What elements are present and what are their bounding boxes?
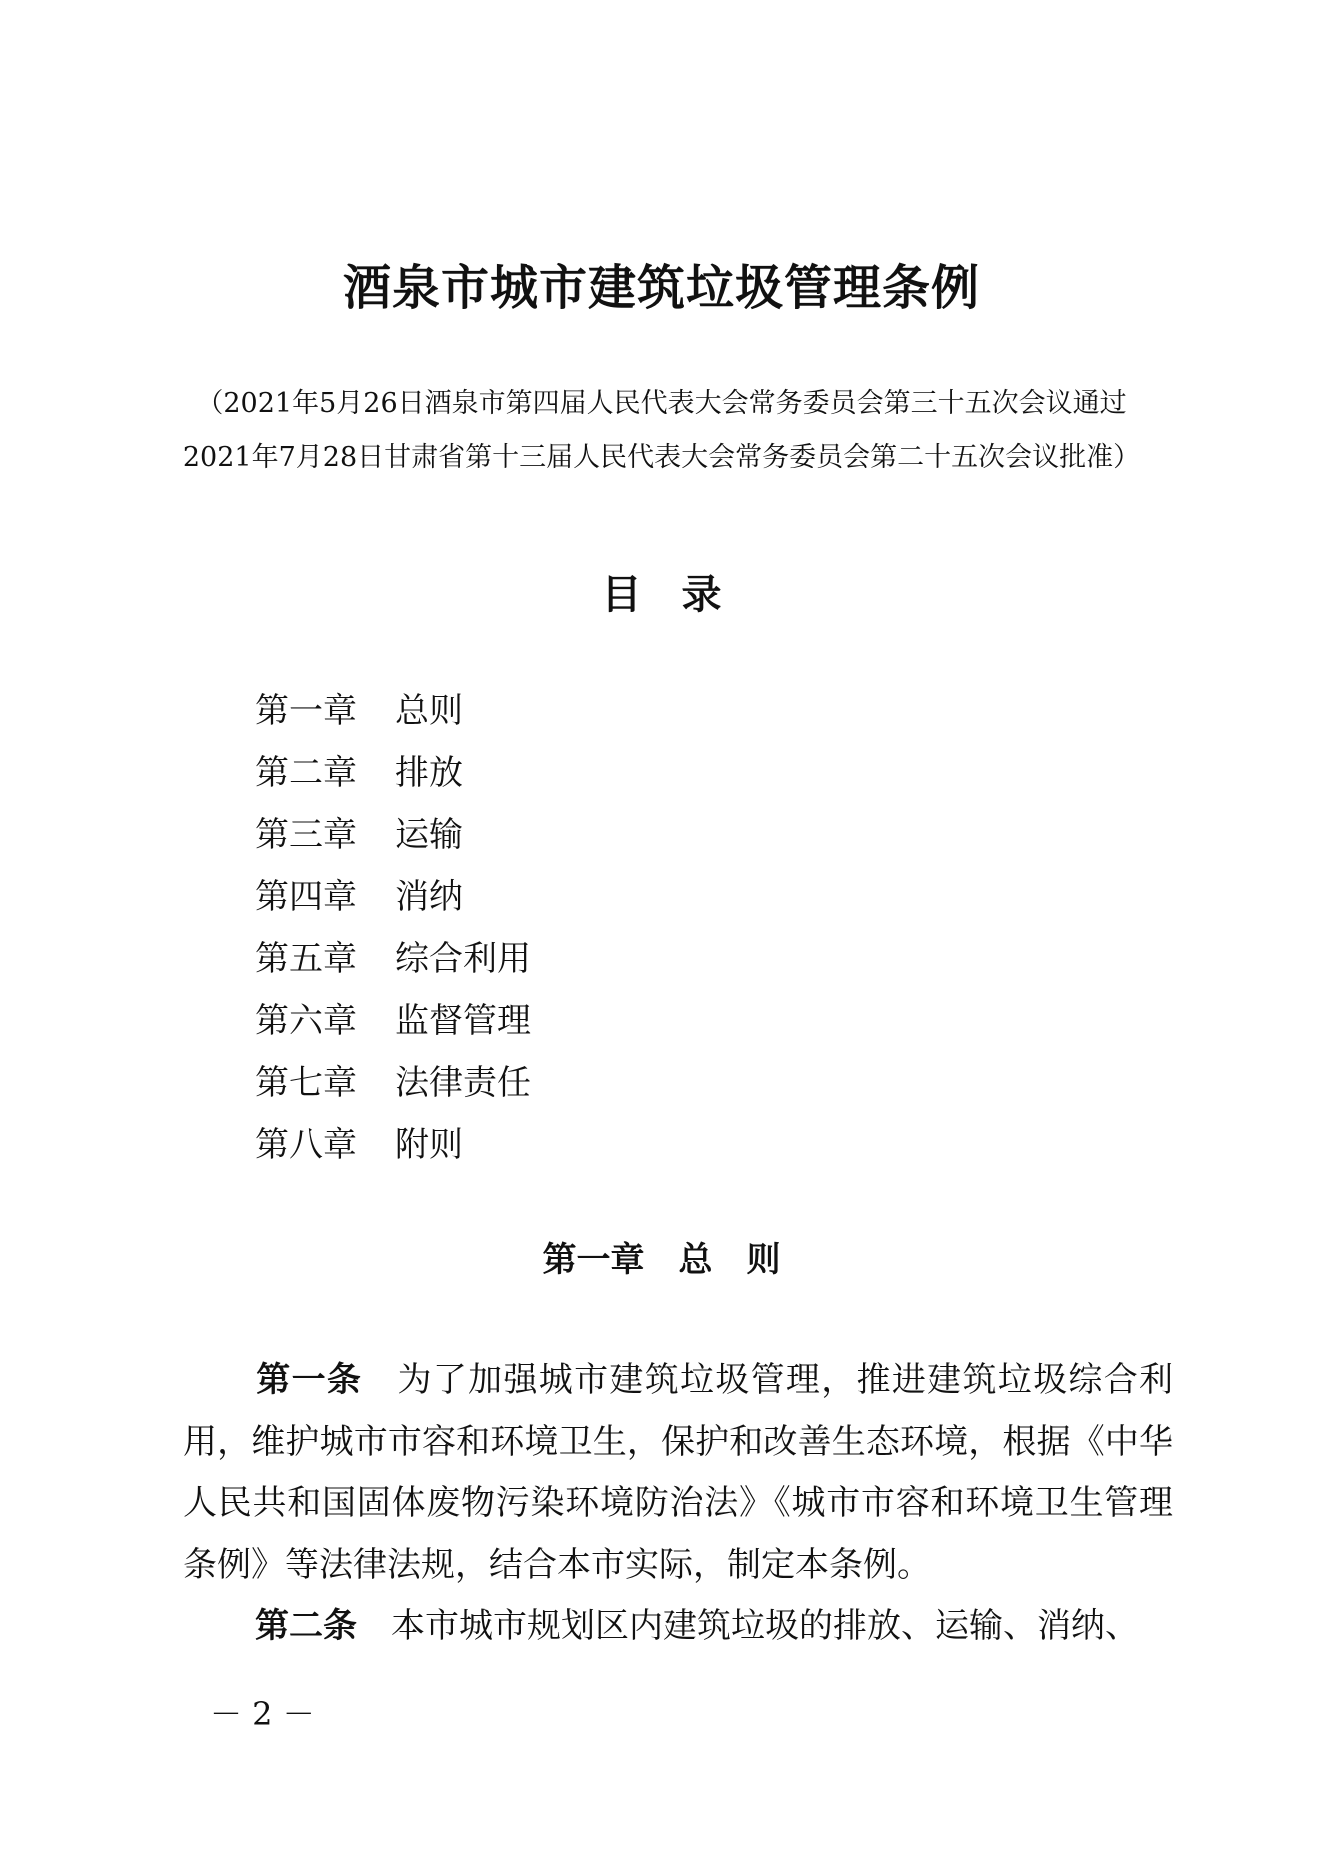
toc-item [255,928,531,990]
toc-item [255,680,531,742]
toc-item [255,866,531,928]
toc-chapter-name: 消纳 [395,877,463,917]
toc-chapter-number: 第四章 [255,877,357,917]
toc-chapter-number: 第八章 [255,1125,357,1165]
toc-title: 目 录 [601,571,722,618]
toc-item [255,990,531,1052]
toc-chapter-number: 第七章 [255,1063,357,1103]
toc-chapter-name: 法律责任 [395,1063,531,1103]
toc-item [255,804,531,866]
chapter-heading: 第一章 总 则 [542,1240,781,1280]
toc-chapter-number: 第二章 [255,753,357,793]
article-paragraph [183,1596,1173,1658]
toc-chapter-number: 第五章 [255,939,357,979]
page-number: － 2 － [210,1695,315,1733]
adoption-note-line-1: （2021年5月26日酒泉市第四届人民代表大会常务委员会第三十五次会议通过 [196,388,1127,419]
article-text: 为了加强城市建筑垃圾管理，推进建筑垃圾综合利用，维护城市市容和环境卫生，保护和改善生态环境，根据《中华人民共和国固体废物污染环境防治法》《城市市容和环境卫生管理条例》等法律法规，结合本市实际，制定本条例。 [183,1360,1174,1585]
toc-item [255,742,531,804]
toc-chapter-number: 第三章 [255,815,357,855]
toc-chapter-number: 第一章 [255,691,357,731]
toc-chapter-name: 附则 [395,1125,463,1165]
toc-chapter-name: 排放 [395,753,463,793]
table-of-contents [255,680,531,1176]
adoption-note-line-2: 2021年7月28日甘肃省第十三届人民代表大会常务委员会第二十五次会议批准） [182,442,1141,473]
document-title: 酒泉市城市建筑垃圾管理条例 [342,260,980,316]
article-number: 第二条 [255,1606,357,1646]
toc-chapter-name: 综合利用 [395,939,531,979]
article-number: 第一条 [255,1360,363,1400]
article-text: 本市城市规划区内建筑垃圾的排放、运输、消纳、 [391,1606,1139,1646]
article-paragraph [183,1350,1173,1596]
toc-item [255,1052,531,1114]
toc-chapter-name: 运输 [395,815,463,855]
toc-item [255,1114,531,1176]
toc-chapter-number: 第六章 [255,1001,357,1041]
toc-chapter-name: 监督管理 [395,1001,531,1041]
toc-chapter-name: 总则 [395,691,463,731]
